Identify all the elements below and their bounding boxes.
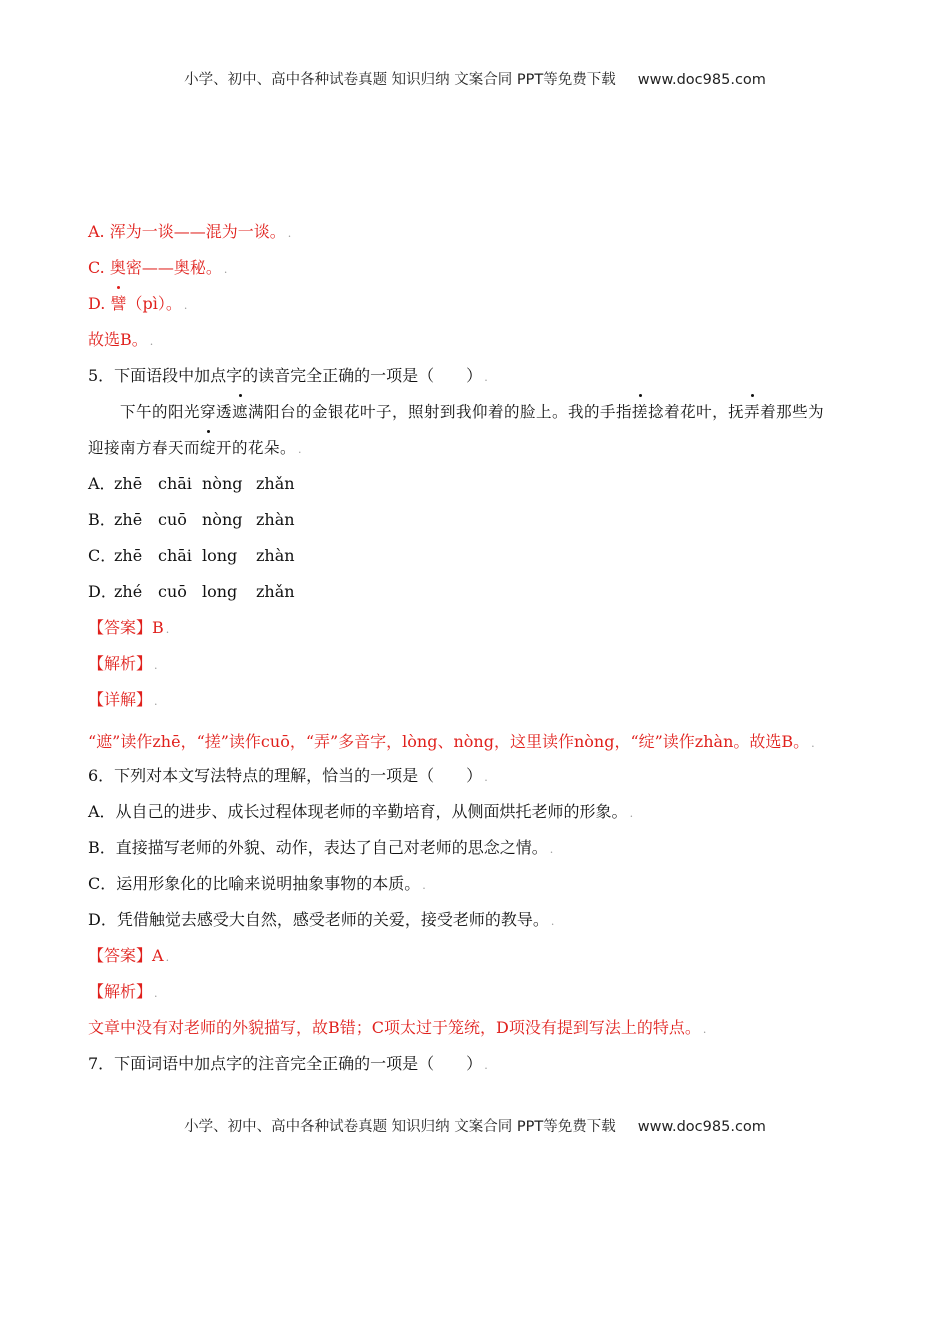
prev-pick [88, 326, 863, 362]
passage-text: 满阳台的金银花叶子，照射到我仰着的脸上。我的手指 [248, 403, 633, 421]
prev-option-c [88, 254, 863, 290]
q6-analysis [88, 1014, 863, 1050]
para-mark: . [154, 659, 158, 672]
option-key: A． [88, 474, 116, 493]
option-key: C． [88, 546, 117, 565]
q5-option-d [88, 578, 863, 614]
para-mark: . [298, 443, 303, 456]
para-mark: . [183, 299, 188, 312]
para-mark: . [484, 1059, 488, 1072]
prev-option-c-text: C. 奥密——奥秘。 [88, 258, 222, 277]
option-text: D．凭借触觉去感受大自然，感受老师的关爱，接受老师的教导。 [88, 910, 549, 929]
q5-option-c [88, 542, 863, 578]
q5-option-b [88, 506, 863, 542]
para-mark: . [165, 951, 170, 964]
passage-text: 下午的阳光穿透 [120, 403, 233, 421]
pinyin: cuō [158, 510, 187, 529]
prev-d-suffix: （pì）。 [126, 294, 182, 313]
answer-value: A [152, 946, 164, 965]
q6-option-b [88, 834, 863, 870]
para-mark: . [484, 771, 488, 784]
pinyin: zhē [114, 474, 143, 493]
para-mark: . [165, 623, 170, 636]
prev-option-a [88, 218, 863, 254]
q5-passage-line2 [88, 434, 863, 470]
passage-text: 迎接南方春天而 [88, 439, 201, 457]
para-mark: . [484, 371, 488, 384]
option-key: B． [88, 510, 116, 529]
para-mark: . [702, 1023, 707, 1036]
option-text: C．运用形象化的比喻来说明抽象事物的本质。 [88, 874, 421, 893]
pinyin: cuō [158, 582, 187, 601]
dotted-char: 搓 [632, 398, 648, 426]
option-key: D． [88, 582, 117, 601]
document-body [88, 218, 863, 1086]
detail-text: “遮”读作zhē，“搓”读作cuō，“弄”多音字，lòng、nòng，这里读作nòng，“绽”读作zhàn。故选B。 [88, 732, 810, 751]
q6-option-d [88, 906, 863, 942]
dotted-char: 譬 [110, 290, 126, 318]
q5-detail [88, 722, 863, 762]
answer-value: B [152, 618, 164, 637]
answer-label: 【答案】 [88, 946, 153, 965]
q5-answer [88, 614, 863, 650]
option-text: B．直接描写老师的外貌、动作，表达了自己对老师的思念之情。 [88, 838, 548, 857]
option-text: A．从自己的进步、成长过程体现老师的辛勤培育，从侧面烘托老师的形象。 [88, 802, 628, 821]
q5-stem-text: 5．下面语段中加点字的读音完全正确的一项是（ ） [88, 366, 483, 385]
q6-option-a [88, 798, 863, 834]
para-mark: . [629, 807, 634, 820]
page-footer [0, 1115, 950, 1136]
para-mark: . [287, 227, 292, 240]
pinyin: chāi [158, 546, 192, 565]
q6-analysis-label [88, 978, 863, 1014]
pinyin: zhē [114, 546, 143, 565]
pinyin: zhǎn [256, 582, 295, 601]
q6-stem-text: 6．下列对本文写法特点的理解，恰当的一项是（ ） [88, 766, 483, 785]
para-mark: . [149, 335, 154, 348]
q7-stem-text: 7．下面词语中加点字的注音完全正确的一项是（ ） [88, 1054, 483, 1073]
pinyin: zhé [114, 582, 143, 601]
header-site: www.doc985.com [637, 72, 766, 88]
para-mark: . [154, 987, 158, 1000]
para-mark: . [422, 879, 426, 892]
answer-label: 【答案】 [88, 618, 153, 637]
analysis-text: 文章中没有对老师的外貌描写，故B错；C项太过于笼统，D项没有提到写法上的特点。 [88, 1018, 701, 1037]
pinyin: nòng [202, 510, 243, 529]
q5-detail-label [88, 686, 863, 722]
q6-stem [88, 762, 863, 798]
dotted-char: 弄 [744, 398, 760, 426]
page-header [0, 68, 950, 89]
pinyin: chāi [158, 474, 192, 493]
prev-pick-text: 故选B。 [88, 330, 148, 349]
pinyin: long [202, 582, 238, 601]
footer-site: www.doc985.com [637, 1119, 766, 1135]
prev-d-prefix: D. [88, 294, 111, 313]
pinyin: zhàn [256, 510, 295, 529]
analysis-label: 【解析】 [88, 654, 153, 673]
passage-text: 开的花朵。 [216, 439, 297, 457]
q6-answer [88, 942, 863, 978]
header-text: 小学、初中、高中各种试卷真题 知识归纳 文案合同 PPT等免费下载 [184, 72, 616, 88]
pinyin: nòng [202, 474, 243, 493]
pinyin: long [202, 546, 238, 565]
pinyin: zhàn [256, 546, 295, 565]
passage-text: 着那些为 [760, 403, 825, 421]
dotted-char: 绽 [200, 434, 216, 462]
para-mark: . [223, 263, 228, 276]
dotted-char: 遮 [232, 398, 248, 426]
pinyin: zhē [114, 510, 143, 529]
para-mark: . [549, 843, 554, 856]
analysis-label: 【解析】 [88, 982, 153, 1001]
footer-text: 小学、初中、高中各种试卷真题 知识归纳 文案合同 PPT等免费下载 [184, 1119, 616, 1135]
q7-stem [88, 1050, 863, 1086]
q5-passage-line1 [88, 398, 863, 434]
q5-analysis [88, 650, 863, 686]
q5-stem [88, 362, 863, 398]
q6-option-c [88, 870, 863, 906]
para-mark: . [550, 915, 555, 928]
para-mark: . [811, 737, 815, 750]
prev-option-a-text: A. 浑为一谈——混为一谈。 [88, 222, 286, 241]
passage-text: 捻着花叶，抚 [648, 403, 745, 421]
prev-option-d [88, 290, 863, 326]
pinyin: zhǎn [256, 474, 295, 493]
q5-option-a [88, 470, 863, 506]
detail-label: 【详解】 [88, 690, 153, 709]
para-mark: . [154, 695, 158, 708]
